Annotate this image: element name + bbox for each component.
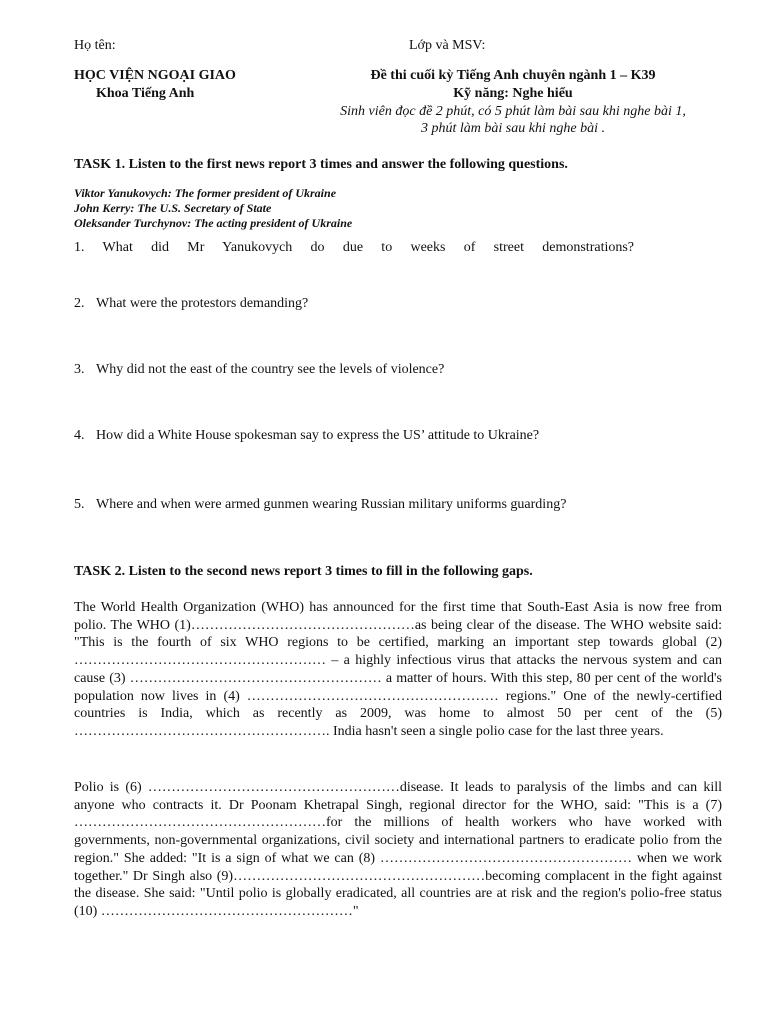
task2-title: TASK 2. Listen to the second news report 3 times to fill in the following gaps. (74, 564, 533, 579)
question-number: 1. (74, 240, 85, 255)
gap-fill-paragraph-1: The World Health Organization (WHO) has announced for the first time that South-East Asia is now free from polio. The WHO (1)…………………………………………as being clear of the disease. The WHO website said: "This is the fourth of six WHO regions to be certified, marking an important step towards global (2) ……………………………………………… – a highly infectious virus that attacks the nervous system and can cause (3) ……………………………………………… a matter of hours. With this step, 80 per cent of the world's population now lives in (4) ……………………………………………… regions." One of the newly-certified countries is India, which as recently as 2009, was home to almost 50 per cent of the (5) ………………………………………………. India hasn't seen a single polio case for the last three years. (74, 600, 722, 739)
exam-title: Đề thi cuối kỳ Tiếng Anh chuyên ngành 1 – K39 (370, 68, 656, 83)
question-number: 5. (74, 497, 85, 512)
exam-skill: Kỹ năng: Nghe hiểu (453, 86, 573, 101)
question-number: 4. (74, 428, 85, 443)
question-number: 3. (74, 362, 85, 377)
glossary-item: Viktor Yanukovych: The former president of Ukraine (74, 186, 337, 200)
question-text: Where and when were armed gunmen wearing Russian military uniforms guarding? (96, 497, 567, 512)
exam-instruction-line1: Sinh viên đọc đề 2 phút, có 5 phút làm bài sau khi nghe bài 1, (340, 104, 686, 119)
task1-title: TASK 1. Listen to the first news report 3 times and answer the following questions. (74, 157, 568, 172)
question-text: How did a White House spokesman say to express the US’ attitude to Ukraine? (96, 428, 540, 443)
exam-instruction-line2: 3 phút làm bài sau khi nghe bài . (421, 121, 605, 136)
faculty-name: Khoa Tiếng Anh (96, 86, 195, 101)
question-text: What did Mr Yanukovych do due to weeks of street demonstrations? (102, 240, 635, 255)
glossary-item: Oleksander Turchynov: The acting president of Ukraine (74, 216, 353, 230)
glossary-item: John Kerry: The U.S. Secretary of State (74, 201, 272, 215)
question-number: 2. (74, 296, 85, 311)
question-text: Why did not the east of the country see the levels of violence? (96, 362, 445, 377)
class-label: Lớp và MSV: (409, 38, 486, 53)
question-3 (74, 362, 722, 378)
name-label: Họ tên: (74, 38, 116, 53)
institution-name: HỌC VIỆN NGOẠI GIAO (74, 68, 236, 83)
question-4 (74, 428, 722, 444)
question-2 (74, 296, 722, 312)
question-text: What were the protestors demanding? (96, 296, 309, 311)
gap-fill-paragraph-2: Polio is (6) ………………………………………………disease. It leads to paralysis of the limbs and can kill anyone who contracts it. Dr Poonam Khetrapal Singh, regional director for the WHO, said: "This is a (7) ………………………………………………for the millions of health workers who have worked with governments, non-governmental organizations, civil society and international partners to eradicate polio from the region." She added: "It is a sign of what we can (8) ……………………………………………… when we work together." Dr Singh also (9)………………………………………………becoming complacent in the fight against the disease. She said: "Until polio is globally eradicated, all countries are at risk and the region's polio-free status (10) ………………………………………………" (74, 780, 722, 919)
question-5 (74, 497, 722, 513)
question-1 (74, 240, 722, 256)
